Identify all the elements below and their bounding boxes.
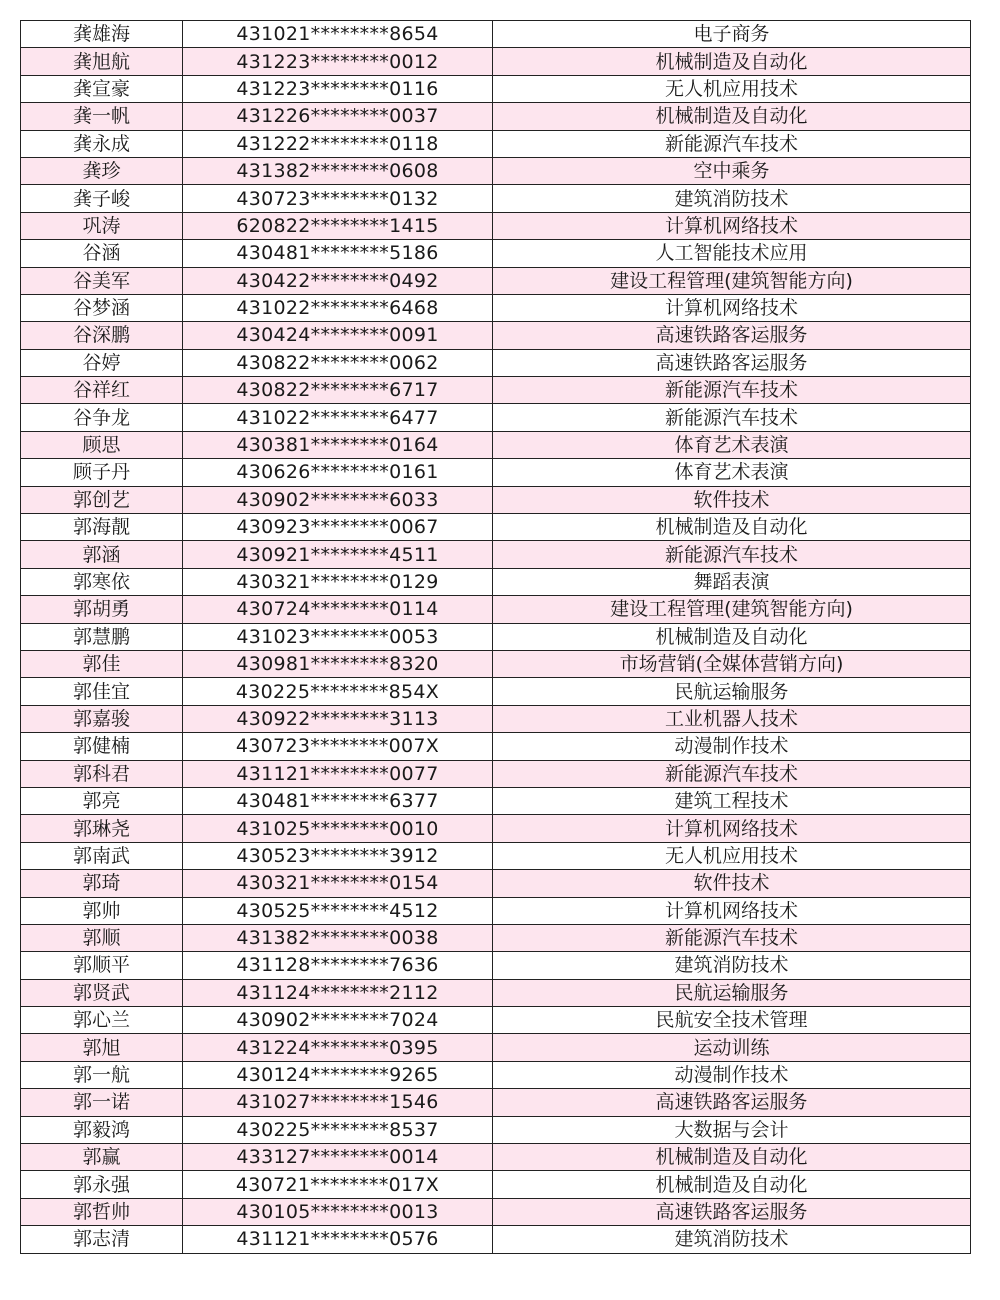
name-cell: 郭慧鹏 [21,623,183,650]
id-number-cell: 430721********017X [183,1171,493,1198]
table-row [21,1116,971,1143]
name-cell: 龚子峻 [21,185,183,212]
name-cell: 郭嘉骏 [21,705,183,732]
table-row [21,48,971,75]
major-cell: 民航运输服务 [493,678,971,705]
id-number-cell: 431382********0038 [183,924,493,951]
major-cell: 新能源汽车技术 [493,377,971,404]
table-row [21,842,971,869]
major-cell: 软件技术 [493,870,971,897]
major-cell: 民航安全技术管理 [493,1007,971,1034]
major-cell: 机械制造及自动化 [493,48,971,75]
table-row [21,596,971,623]
name-cell: 龚旭航 [21,48,183,75]
id-number-cell: 431222********0118 [183,130,493,157]
id-number-cell: 430225********8537 [183,1116,493,1143]
name-cell: 谷梦涵 [21,294,183,321]
major-cell: 新能源汽车技术 [493,130,971,157]
major-cell: 人工智能技术应用 [493,240,971,267]
table-row [21,568,971,595]
major-cell: 新能源汽车技术 [493,541,971,568]
table-row [21,240,971,267]
table-row [21,815,971,842]
name-cell: 郭心兰 [21,1007,183,1034]
name-cell: 郭永强 [21,1171,183,1198]
name-cell: 郭帅 [21,897,183,924]
id-number-cell: 430822********6717 [183,377,493,404]
name-cell: 郭寒依 [21,568,183,595]
name-cell: 谷祥红 [21,377,183,404]
id-number-cell: 431021********8654 [183,21,493,48]
id-number-cell: 431025********0010 [183,815,493,842]
id-number-cell: 430225********854X [183,678,493,705]
table-row [21,1226,971,1253]
name-cell: 巩涛 [21,212,183,239]
name-cell: 谷婷 [21,349,183,376]
id-number-cell: 430723********007X [183,733,493,760]
table-row [21,1171,971,1198]
id-number-cell: 430481********6377 [183,787,493,814]
table-row [21,75,971,102]
major-cell: 建设工程管理(建筑智能方向) [493,596,971,623]
id-number-cell: 431023********0053 [183,623,493,650]
name-cell: 郭琦 [21,870,183,897]
name-cell: 谷争龙 [21,404,183,431]
id-number-cell: 430523********3912 [183,842,493,869]
name-cell: 谷美军 [21,267,183,294]
id-number-cell: 431022********6468 [183,294,493,321]
table-row [21,760,971,787]
major-cell: 软件技术 [493,486,971,513]
table-row [21,897,971,924]
name-cell: 郭涵 [21,541,183,568]
name-cell: 谷涵 [21,240,183,267]
name-cell: 郭佳 [21,650,183,677]
major-cell: 体育艺术表演 [493,431,971,458]
id-number-cell: 430723********0132 [183,185,493,212]
id-number-cell: 430105********0013 [183,1198,493,1225]
id-number-cell: 430921********4511 [183,541,493,568]
major-cell: 民航运输服务 [493,979,971,1006]
major-cell: 无人机应用技术 [493,75,971,102]
table-row [21,377,971,404]
table-row [21,404,971,431]
name-cell: 龚宣豪 [21,75,183,102]
table-row [21,650,971,677]
major-cell: 新能源汽车技术 [493,924,971,951]
id-number-cell: 430822********0062 [183,349,493,376]
name-cell: 龚一帆 [21,103,183,130]
id-number-cell: 430321********0129 [183,568,493,595]
name-cell: 郭顺 [21,924,183,951]
name-cell: 郭一诺 [21,1089,183,1116]
major-cell: 新能源汽车技术 [493,760,971,787]
major-cell: 高速铁路客运服务 [493,349,971,376]
major-cell: 运动训练 [493,1034,971,1061]
table-row [21,294,971,321]
major-cell: 高速铁路客运服务 [493,322,971,349]
name-cell: 郭亮 [21,787,183,814]
table-row [21,185,971,212]
table-row [21,705,971,732]
table-row [21,322,971,349]
id-number-cell: 430902********7024 [183,1007,493,1034]
id-number-cell: 433127********0014 [183,1144,493,1171]
table-row [21,212,971,239]
table-row [21,924,971,951]
table-row [21,349,971,376]
student-roster-table [20,20,971,1254]
id-number-cell: 620822********1415 [183,212,493,239]
id-number-cell: 431027********1546 [183,1089,493,1116]
major-cell: 计算机网络技术 [493,294,971,321]
name-cell: 郭志清 [21,1226,183,1253]
table-row [21,1034,971,1061]
name-cell: 郭科君 [21,760,183,787]
table-row [21,157,971,184]
major-cell: 无人机应用技术 [493,842,971,869]
id-number-cell: 430922********3113 [183,705,493,732]
id-number-cell: 431121********0576 [183,1226,493,1253]
id-number-cell: 431128********7636 [183,952,493,979]
major-cell: 高速铁路客运服务 [493,1089,971,1116]
major-cell: 计算机网络技术 [493,815,971,842]
table-row [21,870,971,897]
name-cell: 郭哲帅 [21,1198,183,1225]
id-number-cell: 431224********0395 [183,1034,493,1061]
table-row [21,623,971,650]
name-cell: 龚珍 [21,157,183,184]
major-cell: 动漫制作技术 [493,1061,971,1088]
name-cell: 郭旭 [21,1034,183,1061]
name-cell: 郭海靓 [21,514,183,541]
id-number-cell: 430381********0164 [183,431,493,458]
major-cell: 市场营销(全媒体营销方向) [493,650,971,677]
table-row [21,459,971,486]
name-cell: 郭赢 [21,1144,183,1171]
id-number-cell: 430626********0161 [183,459,493,486]
major-cell: 建筑消防技术 [493,952,971,979]
major-cell: 建设工程管理(建筑智能方向) [493,267,971,294]
id-number-cell: 431223********0012 [183,48,493,75]
table-row [21,1198,971,1225]
id-number-cell: 430724********0114 [183,596,493,623]
name-cell: 郭一航 [21,1061,183,1088]
major-cell: 动漫制作技术 [493,733,971,760]
id-number-cell: 431124********2112 [183,979,493,1006]
id-number-cell: 430923********0067 [183,514,493,541]
name-cell: 郭顺平 [21,952,183,979]
table-row [21,678,971,705]
id-number-cell: 431223********0116 [183,75,493,102]
major-cell: 机械制造及自动化 [493,623,971,650]
name-cell: 郭南武 [21,842,183,869]
name-cell: 龚永成 [21,130,183,157]
table-row [21,952,971,979]
id-number-cell: 431226********0037 [183,103,493,130]
major-cell: 体育艺术表演 [493,459,971,486]
id-number-cell: 430481********5186 [183,240,493,267]
name-cell: 顾思 [21,431,183,458]
id-number-cell: 430981********8320 [183,650,493,677]
id-number-cell: 430525********4512 [183,897,493,924]
major-cell: 建筑消防技术 [493,185,971,212]
table-row [21,979,971,1006]
table-row [21,733,971,760]
major-cell: 计算机网络技术 [493,897,971,924]
table-row [21,1007,971,1034]
major-cell: 电子商务 [493,21,971,48]
name-cell: 郭佳宜 [21,678,183,705]
major-cell: 建筑消防技术 [493,1226,971,1253]
major-cell: 机械制造及自动化 [493,514,971,541]
id-number-cell: 430902********6033 [183,486,493,513]
name-cell: 谷深鹏 [21,322,183,349]
name-cell: 郭胡勇 [21,596,183,623]
id-number-cell: 431121********0077 [183,760,493,787]
id-number-cell: 430321********0154 [183,870,493,897]
major-cell: 机械制造及自动化 [493,103,971,130]
major-cell: 机械制造及自动化 [493,1144,971,1171]
major-cell: 空中乘务 [493,157,971,184]
name-cell: 郭创艺 [21,486,183,513]
table-row [21,267,971,294]
table-row [21,431,971,458]
major-cell: 计算机网络技术 [493,212,971,239]
table-row [21,1089,971,1116]
table-row [21,1061,971,1088]
table-row [21,130,971,157]
id-number-cell: 430124********9265 [183,1061,493,1088]
name-cell: 郭琳尧 [21,815,183,842]
major-cell: 舞蹈表演 [493,568,971,595]
name-cell: 郭贤武 [21,979,183,1006]
major-cell: 新能源汽车技术 [493,404,971,431]
major-cell: 工业机器人技术 [493,705,971,732]
name-cell: 郭毅鸿 [21,1116,183,1143]
major-cell: 大数据与会计 [493,1116,971,1143]
id-number-cell: 431022********6477 [183,404,493,431]
name-cell: 顾子丹 [21,459,183,486]
name-cell: 郭健楠 [21,733,183,760]
id-number-cell: 430424********0091 [183,322,493,349]
table-row [21,1144,971,1171]
table-row [21,514,971,541]
major-cell: 机械制造及自动化 [493,1171,971,1198]
major-cell: 建筑工程技术 [493,787,971,814]
roster-body [21,21,971,1254]
id-number-cell: 431382********0608 [183,157,493,184]
table-row [21,541,971,568]
table-row [21,21,971,48]
name-cell: 龚雄海 [21,21,183,48]
table-row [21,486,971,513]
id-number-cell: 430422********0492 [183,267,493,294]
table-row [21,103,971,130]
table-row [21,787,971,814]
major-cell: 高速铁路客运服务 [493,1198,971,1225]
